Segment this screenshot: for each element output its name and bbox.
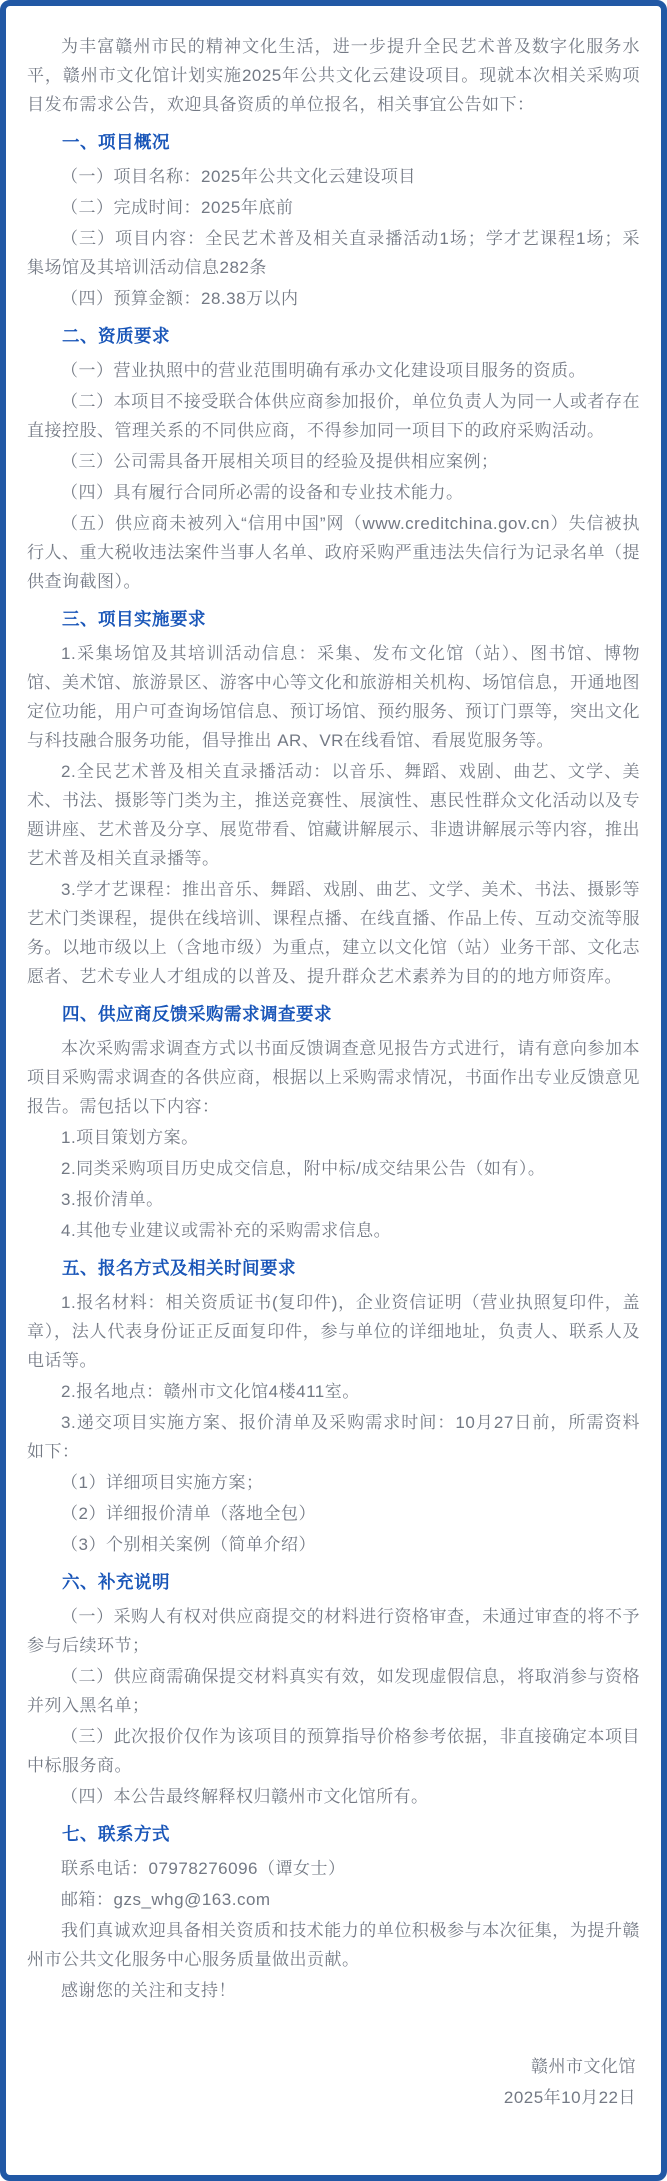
intro-paragraph: 为丰富赣州市民的精神文化生活，进一步提升全民艺术普及数字化服务水平，赣州市文化馆计划实施2025年公共文化云建设项目。现就本次相关采购项目发布需求公告，欢迎具备资质的单位报名，相关事宜公告如下：: [27, 37, 640, 114]
section-heading: 三、项目实施要求: [62, 609, 206, 629]
paragraph: （2）详细报价清单（落地全包）: [61, 1504, 316, 1523]
paragraph: 联系电话：07978276096（谭女士）: [61, 1859, 346, 1878]
paragraph: （二）完成时间：2025年底前: [61, 198, 294, 217]
section-heading: 二、资质要求: [62, 326, 170, 346]
paragraph: （1）详细项目实施方案；: [61, 1473, 264, 1492]
paragraph: 3.报价清单。: [61, 1190, 164, 1209]
paragraph: （二）供应商需确保提交材料真实有效，如发现虚假信息，将取消参与资格并列入黑名单；: [27, 1667, 640, 1715]
paragraph: （三）此次报价仅作为该项目的预算指导价格参考依据，非直接确定本项目中标服务商。: [27, 1727, 640, 1775]
sections: [27, 128, 640, 2005]
paragraph: （一）营业执照中的营业范围明确有承办文化建设项目服务的资质。: [61, 361, 586, 380]
paragraph: 4.其他专业建议或需补充的采购需求信息。: [61, 1221, 392, 1240]
paragraph: 3.学才艺课程：推出音乐、舞蹈、戏剧、曲艺、文学、美术、书法、摄影等艺术门类课程，提供在线培训、课程点播、在线直播、作品上传、互动交流等服务。以地市级以上（含地市级）为重点，建立以文化馆（站）业务干部、文化志愿者、艺术专业人才组成的以普及、提升群众艺术素养为目的的地方师资库。: [27, 880, 640, 986]
paragraph: 2.报名地点：赣州市文化馆4楼411室。: [61, 1382, 360, 1401]
paragraph: 1.采集场馆及其培训活动信息：采集、发布文化馆（站）、图书馆、博物馆、美术馆、旅游景区、游客中心等文化和旅游相关机构、场馆信息，开通地图定位功能，用户可查询场馆信息、预订场馆、预约服务、预订门票等，突出文化与科技融合服务功能，倡导推出 AR、VR在线看馆、看展览服务等。: [27, 644, 640, 750]
paragraph: （一）项目名称：2025年公共文化云建设项目: [61, 167, 416, 186]
paragraph: 本次采购需求调查方式以书面反馈调查意见报告方式进行，请有意向参加本项目采购需求调查的各供应商，根据以上采购需求情况，书面作出专业反馈意见报告。需包括以下内容：: [27, 1039, 640, 1116]
paragraph: 我们真诚欢迎具备相关资质和技术能力的单位积极参与本次征集，为提升赣州市公共文化服务中心服务质量做出贡献。: [27, 1921, 640, 1969]
paragraph: 2.全民艺术普及相关直录播活动：以音乐、舞蹈、戏剧、曲艺、文学、美术、书法、摄影等门类为主，推送竞赛性、展演性、惠民性群众文化活动以及专题讲座、艺术普及分享、展览带看、馆藏讲解展示、非遗讲解展示等内容，推出艺术普及相关直录播等。: [27, 762, 640, 868]
signature-block: [27, 2051, 640, 2113]
paragraph: 1.报名材料：相关资质证书(复印件)，企业资信证明（营业执照复印件，盖章），法人代表身份证正反面复印件，参与单位的详细地址，负责人、联系人及电话等。: [27, 1293, 640, 1370]
section-heading: 一、项目概况: [62, 132, 170, 152]
paragraph: 感谢您的关注和支持！: [61, 1981, 236, 2000]
paragraph: （四）本公告最终解释权归赣州市文化馆所有。: [61, 1787, 429, 1806]
paragraph: （3）个别相关案例（简单介绍）: [61, 1535, 316, 1554]
section-heading: 五、报名方式及相关时间要求: [62, 1258, 296, 1278]
paragraph: （三）公司需具备开展相关项目的经验及提供相应案例；: [61, 452, 499, 471]
paragraph: （一）采购人有权对供应商提交的材料进行资格审查，未通过审查的将不予参与后续环节；: [27, 1607, 640, 1655]
paragraph: （二）本项目不接受联合体供应商参加报价，单位负责人为同一人或者存在直接控股、管理关系的不同供应商，不得参加同一项目下的政府采购活动。: [27, 392, 640, 440]
paragraph: （五）供应商未被列入“信用中国”网（www.creditchina.gov.cn）失信被执行人、重大税收违法案件当事人名单、政府采购严重违法失信行为记录名单（提供查询截图）。: [27, 514, 640, 591]
section-heading: 四、供应商反馈采购需求调查要求: [62, 1004, 332, 1024]
paragraph: （四）具有履行合同所必需的设备和专业技术能力。: [61, 483, 464, 502]
section-heading: 六、补充说明: [62, 1572, 170, 1592]
paragraph: （四）预算金额：28.38万以内: [61, 289, 299, 308]
signature-date: 2025年10月22日: [503, 2088, 636, 2107]
paragraph: （三）项目内容：全民艺术普及相关直录播活动1场；学才艺课程1场；采集场馆及其培训活动信息282条: [27, 229, 640, 277]
signature-org: 赣州市文化馆: [531, 2057, 636, 2076]
section-heading: 七、联系方式: [62, 1824, 170, 1844]
paragraph: 2.同类采购项目历史成交信息，附中标/成交结果公告（如有）。: [61, 1159, 546, 1178]
paragraph: 1.项目策划方案。: [61, 1128, 199, 1147]
paragraph: 3.递交项目实施方案、报价清单及采购需求时间：10月27日前，所需资料如下：: [27, 1413, 640, 1461]
paragraph: 邮箱：gzs_whg@163.com: [61, 1890, 271, 1909]
